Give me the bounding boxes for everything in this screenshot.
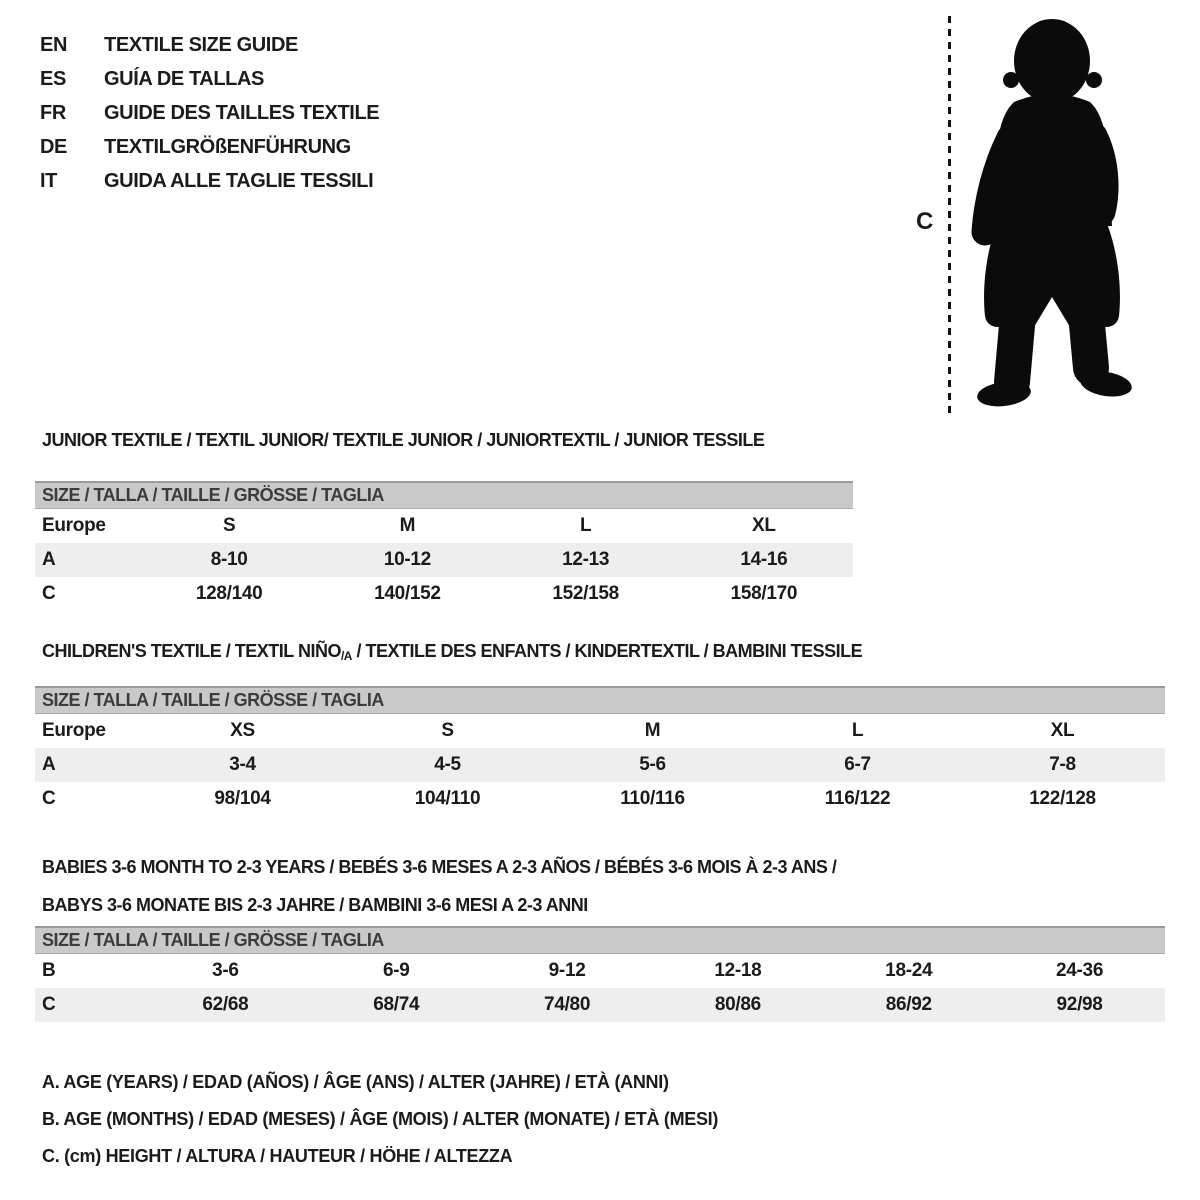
babies-title-line2: BABYS 3-6 MONATE BIS 2-3 JAHRE / BAMBINI 3-6 MESI A 2-3 ANNI <box>42 895 588 915</box>
legend-line-b: B. AGE (MONTHS) / EDAD (MESES) / ÂGE (MOIS) / ALTER (MONATE) / ETÀ (MESI) <box>42 1109 719 1129</box>
age-value: 3-6 <box>212 960 239 981</box>
region-label: Europe <box>42 515 106 536</box>
row-label: A <box>42 549 56 570</box>
age-value: 6-7 <box>844 754 871 775</box>
guide-title: GUIDA ALLE TAGLIE TESSILI <box>104 169 374 192</box>
age-value: 14-16 <box>740 549 788 570</box>
size-column-header: M <box>399 515 416 536</box>
age-value: 3-4 <box>229 754 256 775</box>
age-value: 7-8 <box>1049 754 1076 775</box>
height-value: 110/116 <box>620 788 685 809</box>
age-value: 8-10 <box>210 549 248 570</box>
age-value: 5-6 <box>639 754 666 775</box>
height-value: 80/86 <box>714 994 761 1015</box>
size-column-header: S <box>222 515 236 536</box>
junior-height-row <box>35 577 853 611</box>
language-code: ES <box>40 67 66 90</box>
language-row-es <box>40 62 379 96</box>
language-code: FR <box>40 101 66 124</box>
size-column-header: XS <box>230 720 255 741</box>
height-value: 122/128 <box>1029 788 1096 809</box>
height-value: 128/140 <box>195 583 263 604</box>
children-section-title <box>42 641 862 662</box>
row-label: C <box>42 583 56 604</box>
height-value: 140/152 <box>374 583 441 604</box>
row-label: B <box>42 960 56 981</box>
language-title-list <box>40 28 379 198</box>
height-value: 74/80 <box>544 994 591 1015</box>
language-code: DE <box>40 135 67 158</box>
size-column-header: M <box>644 720 661 741</box>
age-value: 12-18 <box>714 960 762 981</box>
height-value: 68/74 <box>373 994 420 1015</box>
height-measure-dashed-line <box>948 16 951 414</box>
size-column-header: XL <box>1050 720 1075 741</box>
toddler-silhouette-image <box>958 16 1143 421</box>
age-value: 4-5 <box>434 754 461 775</box>
children-height-row <box>35 782 1165 816</box>
height-value: 92/98 <box>1056 994 1103 1015</box>
age-value: 12-13 <box>562 549 610 570</box>
babies-title-line1: BABIES 3-6 MONTH TO 2-3 YEARS / BEBÉS 3-6 MESES A 2-3 AÑOS / BÉBÉS 3-6 MOIS À 2-3 ANS / <box>42 857 837 877</box>
guide-title: TEXTILE SIZE GUIDE <box>104 33 298 56</box>
size-column-header: L <box>579 515 592 536</box>
size-column-header: S <box>441 720 454 741</box>
legend-line-a: A. AGE (YEARS) / EDAD (AÑOS) / ÂGE (ANS) / ALTER (JAHRE) / ETÀ (ANNI) <box>42 1072 669 1092</box>
babies-size-table <box>35 926 1165 1022</box>
height-value: 116/122 <box>824 788 891 809</box>
height-value: 62/68 <box>202 994 249 1015</box>
height-value: 98/104 <box>214 788 271 809</box>
size-header-bar <box>35 926 1165 954</box>
babies-height-row <box>35 988 1165 1022</box>
row-label: A <box>42 754 56 775</box>
height-value: 152/158 <box>552 583 619 604</box>
size-header-label: SIZE / TALLA / TAILLE / GRÖSSE / TAGLIA <box>42 485 384 505</box>
children-title-suffix: / TEXTILE DES ENFANTS / KINDERTEXTIL / BAMBINI TESSILE <box>351 641 863 661</box>
height-value: 86/92 <box>885 994 932 1015</box>
children-region-row <box>35 714 1165 748</box>
language-row-de <box>40 130 379 164</box>
region-label: Europe <box>42 720 106 741</box>
age-value: 24-36 <box>1056 960 1104 981</box>
size-header-label: SIZE / TALLA / TAILLE / GRÖSSE / TAGLIA <box>42 690 384 710</box>
junior-size-table <box>35 481 853 611</box>
height-value: 158/170 <box>730 583 798 604</box>
age-value: 6-9 <box>382 960 410 981</box>
size-column-header: L <box>851 720 864 741</box>
age-value: 10-12 <box>383 549 431 570</box>
height-measure-label: C <box>916 208 934 235</box>
age-value: 9-12 <box>548 960 586 981</box>
height-value: 104/110 <box>414 788 481 809</box>
junior-section-title: JUNIOR TEXTILE / TEXTIL JUNIOR/ TEXTILE JUNIOR / JUNIORTEXTIL / JUNIOR TESSILE <box>42 430 765 450</box>
children-title-sub: /A <box>340 649 352 663</box>
language-row-en <box>40 28 379 62</box>
row-label: C <box>42 994 56 1015</box>
babies-section-title <box>42 848 836 924</box>
row-label: C <box>42 788 56 809</box>
size-header-label: SIZE / TALLA / TAILLE / GRÖSSE / TAGLIA <box>42 930 384 950</box>
guide-title: GUÍA DE TALLAS <box>104 67 264 90</box>
language-code: IT <box>40 169 57 192</box>
children-size-table <box>35 686 1165 816</box>
junior-region-row <box>35 509 853 543</box>
size-header-bar <box>35 686 1165 714</box>
size-column-header: XL <box>752 515 776 536</box>
children-age-row <box>35 748 1165 782</box>
babies-age-row <box>35 954 1165 988</box>
language-code: EN <box>40 33 67 56</box>
guide-title: GUIDE DES TAILLES TEXTILE <box>104 101 380 124</box>
language-row-fr <box>40 96 379 130</box>
language-row-it <box>40 164 379 198</box>
age-value: 18-24 <box>885 960 933 981</box>
children-title-prefix: CHILDREN'S TEXTILE / TEXTIL NIÑO <box>42 641 341 661</box>
guide-title: TEXTILGRÖßENFÜHRUNG <box>104 135 351 158</box>
size-header-bar <box>35 481 853 509</box>
measurement-legend <box>42 1064 718 1175</box>
junior-age-row <box>35 543 853 577</box>
legend-line-c: C. (cm) HEIGHT / ALTURA / HAUTEUR / HÖHE / ALTEZZA <box>42 1146 513 1166</box>
